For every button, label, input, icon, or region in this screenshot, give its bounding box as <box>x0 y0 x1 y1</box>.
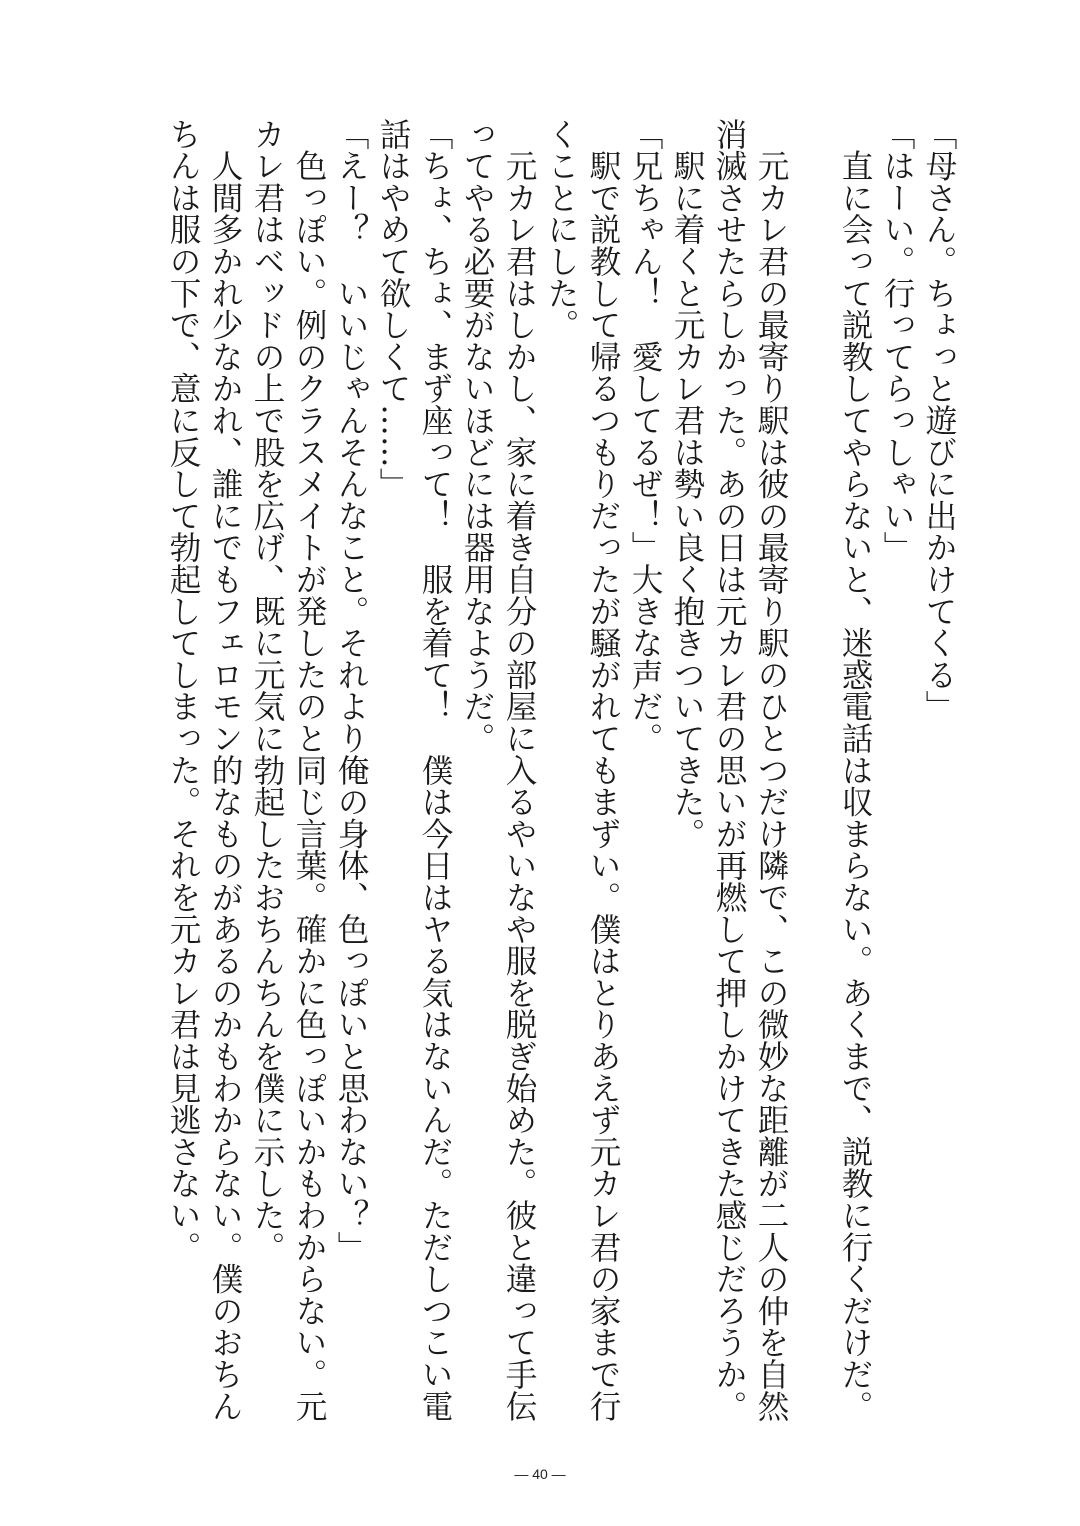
text-line: ってやる必要がないほどには器用なようだ。 <box>459 118 495 754</box>
text-line: カレ君はベッドの上で股を広げ、既に元気に勃起したおちんちんを僕に示した。 <box>249 118 285 1263</box>
text-line: 直に会って説教してやらないと、迷惑電話は収まらない。あくまで、説教に行くだけだ。 <box>837 118 873 1422</box>
text-line: くことにした。 <box>543 118 579 341</box>
blank-line <box>792 118 834 1358</box>
text-line: 話はやめて欲しくて……」 <box>375 118 411 500</box>
text-line: 駅で説教して帰るつもりだったが騒がれてもまずい。僕はとりあえず元カレ君の家まで行 <box>585 118 621 1422</box>
text-line: 消滅させたらしかった。あの日は元カレ君の思いが再燃して押しかけてきた感じだろうか。 <box>711 118 747 1422</box>
text-line: 人間多かれ少なかれ、誰にでもフェロモン的なものがあるのかもわからない。僕のおちん <box>207 118 243 1422</box>
text-line: 「はーい。行ってらっしゃい」 <box>879 118 915 564</box>
text-line: 「ちょ、ちょ、まず座って！ 服を着て！ 僕は今日はヤる気はないんだ。ただしつこい電 <box>417 118 453 1422</box>
text-line: 駅に着くと元カレ君は勢い良く抱きついてきた。 <box>669 118 705 850</box>
text-line: ちんは服の下で、意に反して勃起してしまった。それを元カレ君は見逃さない。 <box>165 118 201 1263</box>
text-line: 色っぽい。例のクラスメイトが発したのと同じ言葉。確かに色っぽいかもわからない。元 <box>291 118 327 1422</box>
vertical-text-body <box>162 118 960 1422</box>
text-line: 「兄ちゃん！ 愛してるぜ！」大きな声だ。 <box>627 118 663 754</box>
page-number: ― 40 ― <box>514 1466 566 1482</box>
text-line: 「えー？ いいじゃんそんなこと。それより俺の身体、色っぽいと思わない？」 <box>333 118 369 1263</box>
text-line: 元カレ君はしかし、家に着き自分の部屋に入るやいなや服を脱ぎ始めた。彼と違って手伝 <box>501 118 537 1422</box>
text-line: 元カレ君の最寄り駅は彼の最寄り駅のひとつだけ隣で、この微妙な距離が二人の仲を自然 <box>753 118 789 1422</box>
text-line: 「母さん。ちょっと遊びに出かけてくる」 <box>921 118 957 723</box>
